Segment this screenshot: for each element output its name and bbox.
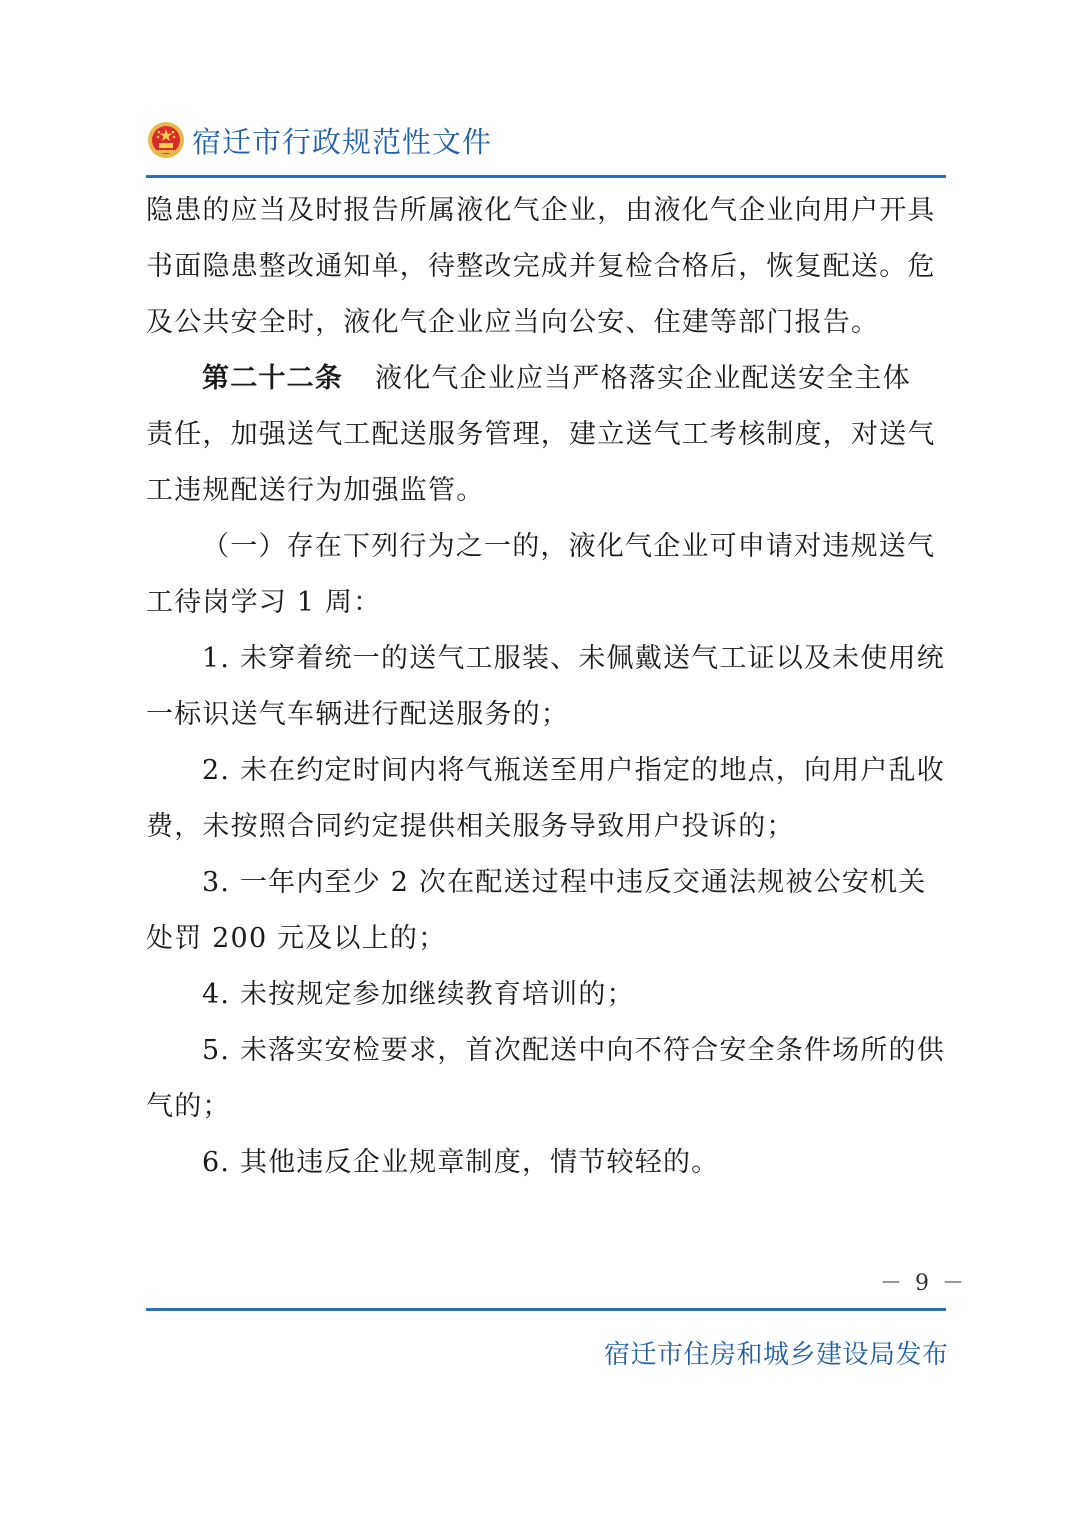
page-number: － 9 － [880, 1271, 967, 1296]
list-item: 4. 未按规定参加继续教育培训的； [202, 979, 635, 1010]
document-header [146, 112, 492, 168]
body-line: 书面隐患整改通知单，待整改完成并复检合格后，恢复配送。危 [146, 251, 936, 282]
body-line: 隐患的应当及时报告所属液化气企业，由液化气企业向用户开具 [146, 195, 936, 226]
list-item: 2. 未在约定时间内将气瓶送至用户指定的地点，向用户乱收 [202, 755, 945, 786]
article-line [146, 351, 946, 407]
list-item-cont: 一标识送气车辆进行配送服务的； [146, 699, 569, 730]
list-item-cont: 处罚 200 元及以上的； [146, 923, 447, 954]
body-line: 及公共安全时，液化气企业应当向公安、住建等部门报告。 [146, 307, 880, 338]
list-item: 6. 其他违反企业规章制度，情节较轻的。 [202, 1147, 720, 1178]
article-title: 第二十二条 [202, 363, 343, 394]
list-item: 1. 未穿着统一的送气工服装、未佩戴送气工证以及未使用统 [202, 643, 945, 674]
list-item-cont: 气的； [146, 1091, 231, 1122]
header-title: 宿迁市行政规范性文件 [192, 124, 493, 159]
header-divider [146, 175, 946, 178]
body-line: 责任，加强送气工配送服务管理，建立送气工考核制度，对送气 [146, 419, 936, 450]
footer-divider [146, 1308, 946, 1311]
clause-line: （一）存在下列行为之一的，液化气企业可申请对违规送气 [202, 531, 936, 562]
footer-publisher: 宿迁市住房和城乡建设局发布 [604, 1340, 949, 1370]
list-item: 5. 未落实安检要求，首次配送中向不符合安全条件场所的供 [202, 1035, 945, 1066]
article-text: 液化气企业应当严格落实企业配送安全主体 [375, 363, 911, 394]
body-line: 工待岗学习 1 周： [146, 587, 382, 618]
list-item: 3. 一年内至少 2 次在配送过程中违反交通法规被公安机关 [202, 867, 927, 898]
national-emblem-icon [146, 120, 186, 160]
body-line: 工违规配送行为加强监管。 [146, 475, 485, 506]
document-body [146, 183, 946, 1191]
list-item-cont: 费，未按照合同约定提供相关服务导致用户投诉的； [146, 811, 795, 842]
